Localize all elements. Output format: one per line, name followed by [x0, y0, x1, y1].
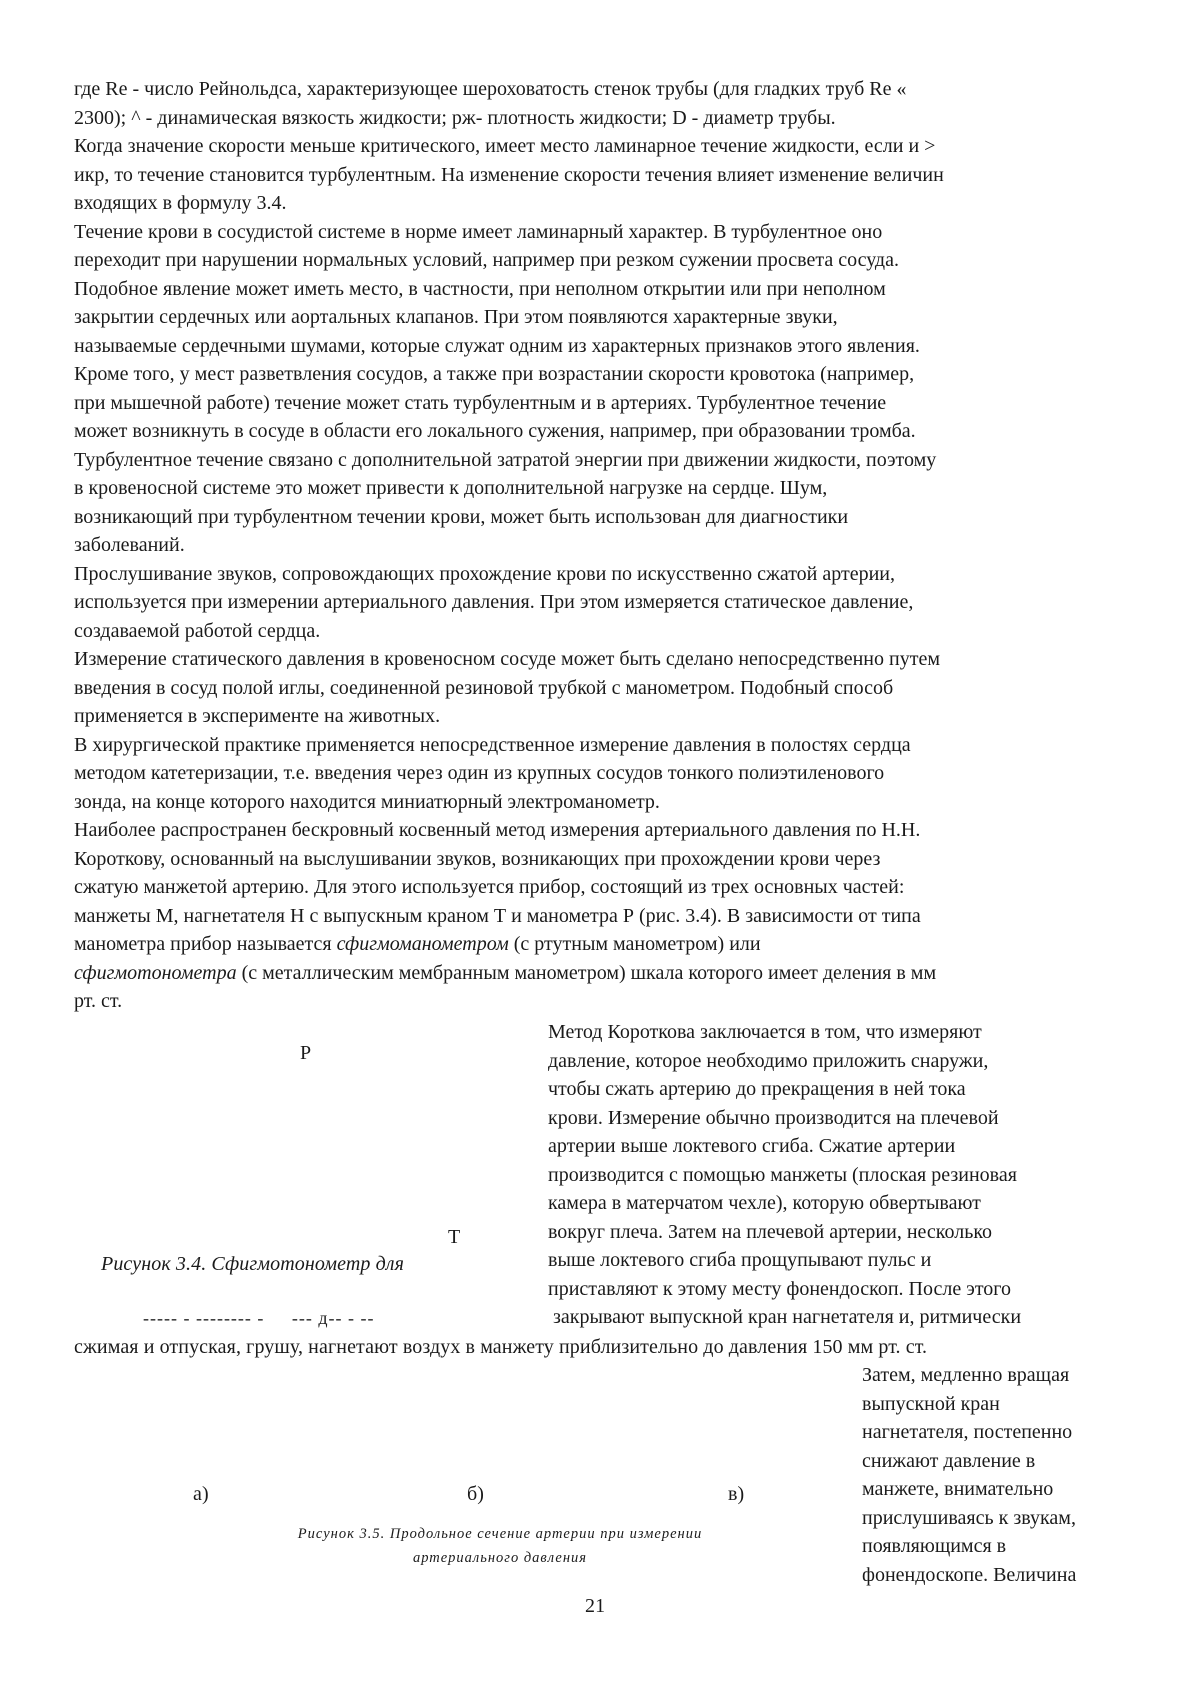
term-sphygmomanometer: сфигмоманометром — [336, 933, 509, 955]
text-line: Прослушивание звуков, сопровождающих прохождение крови по искусственно сжатой артерии, — [74, 562, 896, 585]
text-line: переходит при нарушении нормальных условий, например при резком сужении просвета сосуда. — [74, 249, 899, 271]
text-line: крови. Измерение обычно производится на плечевой — [548, 1106, 999, 1129]
text-line: Кроме того, у мест разветвления сосудов, а также при возрастании скорости кровотока (например, — [74, 363, 915, 385]
figure-label-a: а) — [193, 1483, 209, 1505]
figure-label-t: Т — [448, 1226, 461, 1248]
text-line: давление, которое необходимо приложить снаружи, — [548, 1049, 989, 1072]
text-line: выпускной кран — [862, 1392, 1000, 1415]
term-sphygmotonometer: сфигмотонометра — [74, 961, 237, 984]
text-segment: (с ртутным манометром) или — [508, 933, 761, 955]
text-line: создаваемой работой сердца. — [74, 619, 321, 642]
text-line: камера в матерчатом чехле), которую обвертывают — [548, 1192, 981, 1214]
text-line: зонда, на конце которого находится миниатюрный электроманометр. — [74, 790, 660, 813]
text-line: чтобы сжать артерию до прекращения в ней тока — [548, 1078, 966, 1100]
text-line: манжеты М, нагнетателя Н с выпускным краном Т и манометра Р (рис. 3.4). В зависимости от типа — [74, 904, 921, 927]
page-number: 21 — [585, 1595, 606, 1617]
text-line: вокруг плеча. Затем на плечевой артерии, несколько — [548, 1220, 993, 1243]
text-line: манжете, внимательно — [862, 1478, 1054, 1500]
text-line: закрытии сердечных или аортальных клапанов. При этом появляются характерные звуки, — [74, 306, 838, 328]
text-line: Когда значение скорости меньше критического, имеет место ламинарное течение жидкости, если и > — [74, 135, 936, 157]
text-line — [74, 959, 944, 988]
figure-label-b: б) — [467, 1483, 485, 1505]
text-line: где Re - число Рейнольдса, характеризующее шероховатость стенок трубы (для гладких труб Re « — [74, 78, 907, 100]
figure-label-p: Р — [300, 1042, 312, 1064]
text-line: Течение крови в сосудистой системе в норме имеет ламинарный характер. В турбулентное оно — [74, 220, 883, 243]
figure-caption: Рисунок 3.4. Сфигмотонометр для — [101, 1253, 405, 1275]
text-line: Затем, медленно вращая — [862, 1364, 1070, 1386]
full-width-line: сжимая и отпуская, грушу, нагнетают воздух в манжету приблизительно до давления 150 мм рт. ст. — [74, 1336, 928, 1358]
caption-line: артериального давления — [412, 1550, 588, 1566]
text-line: Измерение статического давления в кровеносном сосуде может быть сделано непосредственно путем — [74, 648, 940, 670]
figure-caption-dashes: ----- - -------- - --- д-- - -- — [143, 1308, 375, 1328]
text-line: закрывают выпускной кран нагнетателя и, ритмически — [548, 1306, 1022, 1328]
text-line: введения в сосуд полой иглы, соединенной резиновой трубкой с манометром. Подобный способ — [74, 676, 894, 699]
text-line: Метод Короткова заключается в том, что измеряют — [548, 1021, 982, 1043]
text-line: называемые сердечными шумами, которые служат одним из характерных признаков этого явления. — [74, 334, 920, 357]
text-line: при мышечной работе) течение может стать турбулентным и в артериях. Турбулентное течение — [74, 391, 887, 414]
text-line: методом катетеризации, т.е. введения через один из крупных сосудов тонкого полиэтиленового — [74, 762, 885, 784]
text-segment: (с металлическим мембранным манометром) шкала которого имеет деления в мм — [236, 961, 937, 984]
main-text-block — [74, 75, 944, 1016]
text-line: входящих в формулу 3.4. — [74, 192, 287, 214]
text-segment: манометра прибор называется — [74, 933, 337, 955]
text-line: в кровеносной системе это может привести к дополнительной нагрузке на сердце. Шум, — [74, 477, 828, 499]
figure-label-v: в) — [728, 1483, 745, 1505]
text-line: Подобное явление может иметь место, в частности, при неполном открытии или при неполном — [74, 277, 886, 300]
text-line: Наиболее распространен бескровный косвенный метод измерения артериального давления по Н.Н. — [74, 819, 921, 841]
text-line: появляющимся в — [862, 1535, 1007, 1557]
text-line: Турбулентное течение связано с дополнительной затратой энергии при движении жидкости, поэтому — [74, 448, 937, 471]
text-line: икр, то течение становится турбулентным. На изменение скорости течения влияет изменение величин — [74, 163, 944, 186]
figure-caption — [240, 1522, 760, 1570]
text-line: выше локтевого сгиба прощупывают пульс и — [548, 1249, 932, 1271]
text-line: В хирургической практике применяется непосредственное измерение давления в полостях сердца — [74, 733, 911, 756]
text-line: снижают давление в — [862, 1449, 1036, 1472]
text-line: приставляют к этому месту фонендоскоп. После этого — [548, 1277, 1011, 1300]
text-line: заболеваний. — [74, 534, 185, 556]
text-line: фонендоскопе. Величина — [862, 1563, 1077, 1586]
text-line: возникающий при турбулентном течении крови, может быть использован для диагностики — [74, 505, 849, 528]
text-line — [74, 930, 944, 959]
text-line: прислушиваясь к звукам, — [862, 1506, 1076, 1529]
text-line: 2300); ^ - динамическая вязкость жидкости; рж- плотность жидкости; D - диаметр трубы. — [74, 106, 836, 129]
text-line: артерии выше локтевого сгиба. Сжатие артерии — [548, 1135, 956, 1157]
text-line: применяется в эксперименте на животных. — [74, 705, 441, 727]
text-line: может возникнуть в сосуде в области его локального сужения, например, при образовании тромба. — [74, 420, 916, 442]
caption-line: Рисунок 3.5. Продольное сечение артерии при измерении — [297, 1526, 703, 1542]
text-line: используется при измерении артериального давления. При этом измеряется статическое давление, — [74, 591, 914, 613]
text-line: рт. ст. — [74, 990, 123, 1012]
text-line: Короткову, основанный на выслушивании звуков, возникающих при прохождении крови через — [74, 847, 881, 870]
right-column — [862, 1361, 1076, 1589]
text-line: производится с помощью манжеты (плоская резиновая — [548, 1163, 1017, 1186]
korotkov-column — [548, 1018, 1021, 1332]
text-line: сжатую манжетой артерию. Для этого используется прибор, состоящий из трех основных частей: — [74, 876, 905, 898]
text-line: нагнетателя, постепенно — [862, 1421, 1073, 1443]
